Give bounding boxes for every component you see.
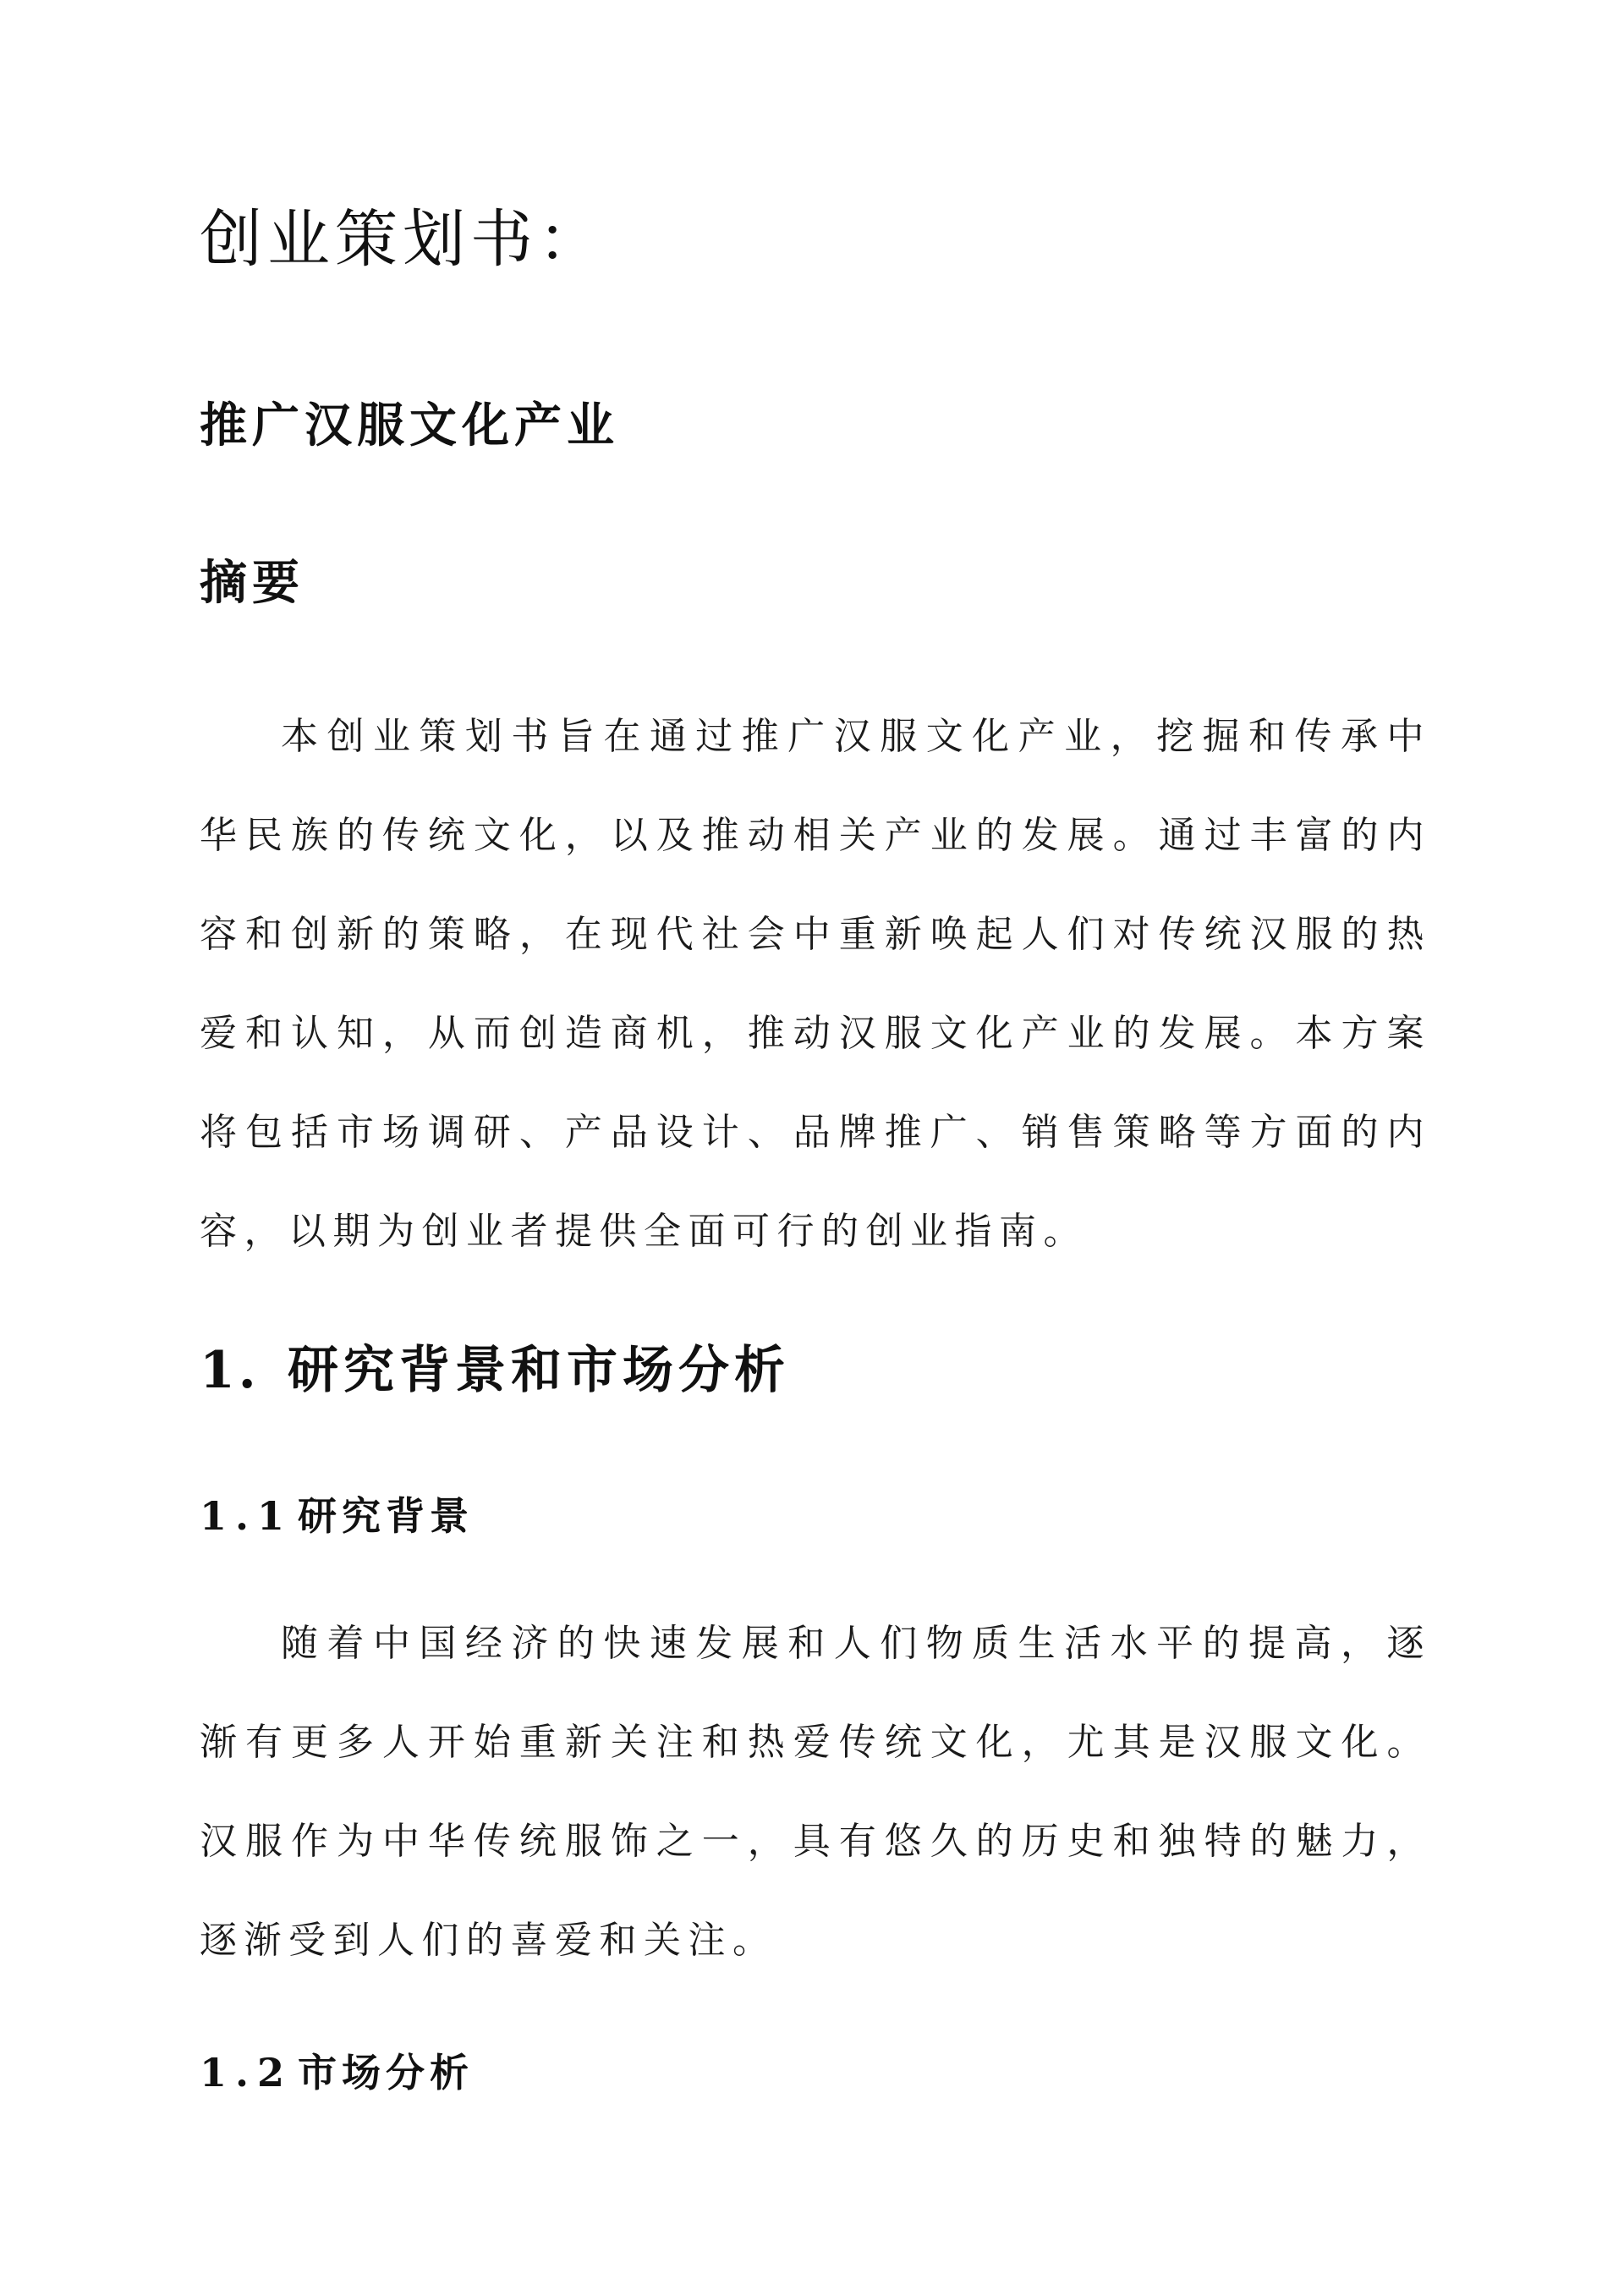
background-paragraph: 随着中国经济的快速发展和人们物质生活水平的提高，逐渐有更多人开始重新关注和热爱传统文化，尤其是汉服文化。汉服作为中华传统服饰之一，具有悠久的历史和独特的魅力，逐渐受到人们的喜爱和关注。 (200, 1622, 1431, 1962)
subsection-1-1-title: 研究背景 (298, 1493, 474, 1539)
document-subtitle: 推广汉服文化产业 (200, 398, 619, 453)
section-1-title: 研究背景和市场分析 (288, 1341, 790, 1400)
subsection-1-2-number: 1.2 (200, 2050, 294, 2096)
document-title: 创业策划书： (200, 203, 606, 276)
subsection-1-1-heading (200, 1482, 474, 1550)
subsection-1-2-heading (200, 2039, 474, 2106)
abstract-paragraph: 本创业策划书旨在通过推广汉服文化产业，挖掘和传承中华民族的传统文化，以及推动相关产业的发展。通过丰富的内容和创新的策略，在现代社会中重新唤起人们对传统汉服的热爱和认知，从而创造商机，推动汉服文化产业的发展。本方案将包括市场调研、产品设计、品牌推广、销售策略等方面的内容，以期为创业者提供全面可行的创业指南。 (200, 715, 1431, 1253)
subsection-1-1-number: 1.1 (200, 1493, 294, 1539)
section-1-number: 1. (200, 1341, 260, 1400)
section-1-heading (200, 1328, 790, 1413)
abstract-heading: 摘要 (200, 555, 304, 611)
subsection-1-2-title: 市场分析 (298, 2050, 474, 2096)
